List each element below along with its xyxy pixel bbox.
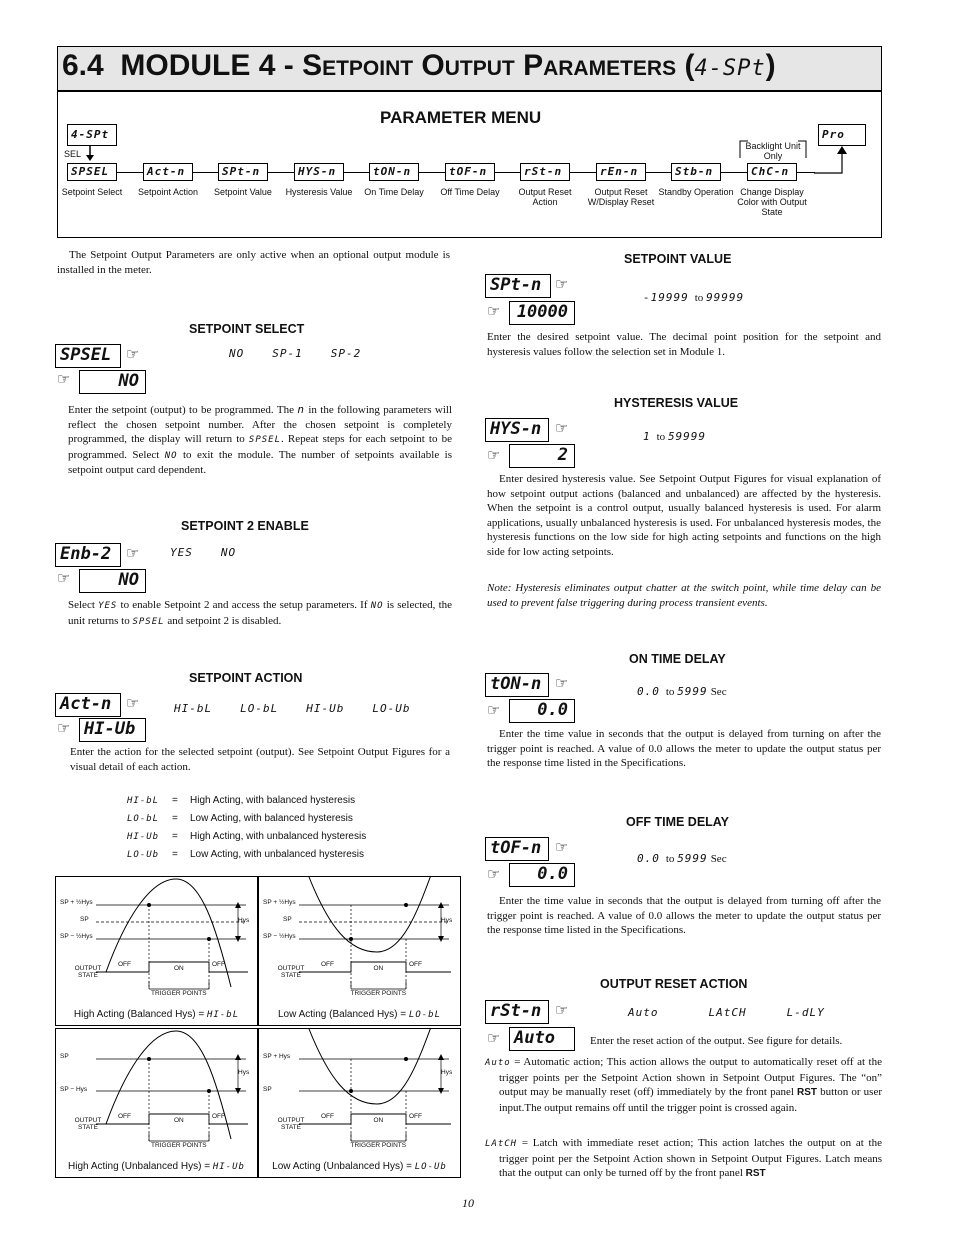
menu-item-box: SPSEL xyxy=(67,163,117,181)
figure-off-label: OFF xyxy=(409,1113,422,1120)
sel-label: SEL xyxy=(64,149,82,159)
output-reset-display-bottom: Auto xyxy=(509,1027,575,1051)
pointer-hand-icon: ☞ xyxy=(487,701,501,719)
setpoint2-enable-display-top: Enb-2 xyxy=(55,543,121,567)
setpoint-select-heading: SETPOINT SELECT xyxy=(189,322,305,336)
auto-reset-description: Auto = Automatic action; This action allows the output to automatically reset off at the trigger points per the Setpoint Action shown in Setpoint Output Figures. The “on” output may be manually reset (off) immediately by the front panel RST button or user input.The output remains off until the trigger point is crossed again. xyxy=(485,1056,882,1114)
menu-connector xyxy=(495,172,520,173)
menu-item-box: SPt-n xyxy=(218,163,268,181)
on-time-delay-heading: ON TIME DELAY xyxy=(629,652,726,666)
setpoint-figure xyxy=(55,1028,258,1178)
figure-on-label: ON xyxy=(373,965,384,972)
pointer-hand-icon: ☞ xyxy=(126,345,140,363)
setpoint-figure-graph xyxy=(56,1029,257,1177)
backlight-bracket-icon xyxy=(738,138,808,162)
hysteresis-value-text: Enter desired hysteresis value. See Setpoint Output Figures for visual explanation of how setpoint output actions (balanced and unbalanced) are affected by the hysteresis. When the setpoint is a control output, usually balanced hysteresis is used. For alarm applications, usually unbalanced hysteresis is used. For unbalanced hysteresis modes, the hysteresis functions on the low side for high acting setpoints and functions on the high side for low acting setpoints. xyxy=(487,473,881,558)
menu-connector xyxy=(721,172,747,173)
hysteresis-note: Note: Hysteresis eliminates output chatter at the switch point, while time delay can be used to prevent false triggering during process transient events. xyxy=(487,582,881,609)
figure-output-state: OUTPUT STATE xyxy=(277,965,305,979)
pointer-hand-icon: ☞ xyxy=(126,694,140,712)
menu-item-label: Setpoint Value xyxy=(214,187,272,197)
action-table-row: HI-Ub = High Acting, with unbalanced hysteresis xyxy=(127,831,367,842)
setpoint-value-display-top: SPt-n xyxy=(485,274,551,298)
pointer-hand-icon: ☞ xyxy=(57,370,71,388)
menu-connector xyxy=(117,172,143,173)
menu-item-label: Output Reset W/Display Reset xyxy=(587,187,655,207)
off-time-delay-text: Enter the time value in seconds that the output is delayed from turning off after the trigger point is reached. A value of 0.0 allows the meter to update the output status per the response time listed in the Specifications. xyxy=(487,895,881,937)
figure-off-label: OFF xyxy=(409,961,422,968)
pointer-hand-icon: ☞ xyxy=(57,569,71,587)
hysteresis-value-display-top: HYS-n xyxy=(485,418,549,442)
setpoint2-enable-text: Select YES to enable Setpoint 2 and access the setup parameters. If NO is selected, the unit returns to SPSEL and setpoint 2 is disabled. xyxy=(68,599,453,627)
setpoint-value-heading: SETPOINT VALUE xyxy=(624,252,732,266)
setpoint2-enable-heading: SETPOINT 2 ENABLE xyxy=(181,519,309,533)
figure-output-state: OUTPUT STATE xyxy=(74,965,102,979)
figure-off-label: OFF xyxy=(321,961,334,968)
figure-off-label: OFF xyxy=(212,1113,225,1120)
figure-hys-label: Hys xyxy=(441,1069,453,1076)
setpoint-action-heading: SETPOINT ACTION xyxy=(189,671,303,685)
on-time-delay-text: Enter the time value in seconds that the output is delayed from turning on after the trigger point is reached. A value of 0.0 allows the meter to update the output status per the response time listed in the Specifications. xyxy=(487,728,881,770)
figure-caption: High Acting (Balanced Hys) = HI-bL xyxy=(73,1009,240,1020)
menu-item-label: Standby Operation xyxy=(658,187,734,197)
setpoint-select-display-top: SPSEL xyxy=(55,344,121,368)
figure-caption: High Acting (Unbalanced Hys) = HI-Ub xyxy=(68,1161,245,1172)
figure-label-mid: SP xyxy=(80,916,89,923)
menu-item-label: On Time Delay xyxy=(364,187,424,197)
setpoint2-enable-options: YES NO xyxy=(170,546,237,559)
menu-item-label: Output Reset Action xyxy=(518,187,572,207)
action-table-row: HI-bL = High Acting, with balanced hysteresis xyxy=(127,795,356,806)
off-time-delay-range: 0.0 to 5999 Sec xyxy=(637,852,727,865)
setpoint-value-range: -19999 to 99999 xyxy=(643,291,745,304)
figure-on-label: ON xyxy=(373,1117,384,1124)
figure-hys-label: Hys xyxy=(441,917,453,924)
setpoint-select-options: NO SP-1 SP-2 xyxy=(229,347,362,360)
figure-label-bottom: SP − Hys xyxy=(60,1086,88,1093)
setpoint-figure xyxy=(258,876,461,1026)
setpoint-select-display-bottom: NO xyxy=(79,370,146,394)
pointer-hand-icon: ☞ xyxy=(487,865,501,883)
figure-output-state: OUTPUT STATE xyxy=(277,1117,305,1131)
hysteresis-value-display-bottom: 2 xyxy=(509,444,575,468)
latch-reset-description: LAtCH = Latch with immediate reset action; This action latches the output on at the trigger point per the Setpoint Action shown in Setpoint Output Figures. Latch means that the output can only be turned off by the front panel RST xyxy=(485,1137,882,1180)
menu-item-label: Off Time Delay xyxy=(440,187,500,197)
figure-off-label: OFF xyxy=(118,1113,131,1120)
hysteresis-value-heading: HYSTERESIS VALUE xyxy=(614,396,739,410)
figure-trigger-label: TRIGGER POINTS xyxy=(151,1142,207,1149)
setpoint-figure xyxy=(55,876,258,1026)
setpoint-select-text: Enter the setpoint (output) to be programmed. The n in the following parameters will reflect the chosen setpoint number. After the chosen setpoint is completely programmed, the display will return to SPSEL. Repeat steps for each setpoint to be programmed. Select NO to exit the module. The number of setpoints available is setpoint output card dependent. xyxy=(68,403,453,477)
figure-caption: Low Acting (Balanced Hys) = LO-bL xyxy=(278,1009,441,1020)
menu-connector xyxy=(193,172,218,173)
figure-trigger-label: TRIGGER POINTS xyxy=(350,990,407,997)
setpoint-figure-graph xyxy=(259,1029,460,1177)
on-time-delay-display-bottom: 0.0 xyxy=(509,699,575,723)
on-time-delay-range: 0.0 to 5999 Sec xyxy=(637,685,727,698)
pointer-hand-icon: ☞ xyxy=(487,1029,501,1047)
figure-hys-label: Hys xyxy=(238,917,250,924)
menu-item-label: Setpoint Select xyxy=(61,187,123,197)
output-reset-heading: OUTPUT RESET ACTION xyxy=(600,977,748,991)
menu-item-box: tON-n xyxy=(369,163,419,181)
menu-item-label: Hysteresis Value xyxy=(285,187,353,197)
figure-on-label: ON xyxy=(174,965,184,972)
off-time-delay-display-bottom: 0.0 xyxy=(509,863,575,887)
menu-connector xyxy=(419,172,445,173)
menu-item-label: Setpoint Action xyxy=(137,187,199,197)
pointer-hand-icon: ☞ xyxy=(555,1001,569,1019)
figure-label-top: SP xyxy=(60,1053,69,1060)
section-title-bar xyxy=(57,46,882,91)
menu-start-box: 4-SPt xyxy=(67,124,117,146)
pointer-hand-icon: ☞ xyxy=(126,544,140,562)
menu-item-box: Stb-n xyxy=(671,163,721,181)
setpoint-value-display-bottom: 10000 xyxy=(509,301,575,325)
action-table-row: LO-bL = Low Acting, with balanced hysteresis xyxy=(127,813,353,824)
on-time-delay-display-top: tON-n xyxy=(485,673,549,697)
output-reset-options: Auto LAtCH L-dLY xyxy=(628,1006,825,1019)
figure-off-label: OFF xyxy=(321,1113,334,1120)
menu-item-box: HYS-n xyxy=(294,163,344,181)
figure-trigger-label: TRIGGER POINTS xyxy=(350,1142,407,1149)
pointer-hand-icon: ☞ xyxy=(487,446,501,464)
pointer-hand-icon: ☞ xyxy=(555,419,569,437)
return-arrow-icon xyxy=(800,144,850,184)
figure-label-top: SP + ½Hys xyxy=(60,899,93,906)
parameter-menu-title: PARAMETER MENU xyxy=(380,108,542,127)
pointer-hand-icon: ☞ xyxy=(555,674,569,692)
pointer-hand-icon: ☞ xyxy=(555,838,569,856)
figure-label-mid: SP xyxy=(283,916,292,923)
menu-item-label: Change Display Color with Output State xyxy=(737,187,807,217)
figure-label-top: SP + Hys xyxy=(263,1053,291,1060)
menu-connector xyxy=(570,172,596,173)
figure-label-bottom: SP − ½Hys xyxy=(60,933,93,940)
figure-label-bottom: SP − ½Hys xyxy=(263,933,296,940)
hysteresis-value-range: 1 to 59999 xyxy=(643,430,707,443)
intro-paragraph: The Setpoint Output Parameters are only active when an optional output module is installed in the meter. xyxy=(57,249,450,276)
module-code: 4-SPt xyxy=(694,56,766,81)
setpoint2-enable-display-bottom: NO xyxy=(79,569,146,593)
figure-caption: Low Acting (Unbalanced Hys) = LO-Ub xyxy=(272,1161,447,1172)
menu-end-box: Pro xyxy=(818,124,866,146)
figure-on-label: ON xyxy=(174,1117,184,1124)
figure-hys-label: Hys xyxy=(238,1069,250,1076)
pointer-hand-icon: ☞ xyxy=(57,719,71,737)
figure-label-bottom: SP xyxy=(263,1086,272,1093)
setpoint-action-table xyxy=(127,792,366,864)
output-reset-display-top: rSt-n xyxy=(485,1000,549,1024)
menu-item-box: rSt-n xyxy=(520,163,570,181)
figure-output-state: OUTPUT STATE xyxy=(74,1117,102,1131)
pointer-hand-icon: ☞ xyxy=(487,302,501,320)
setpoint-value-text: Enter the desired setpoint value. The decimal point position for the setpoint and hysteresis values follow the selection set in Module 1. xyxy=(487,331,881,358)
pointer-hand-icon: ☞ xyxy=(555,275,569,293)
setpoint-figure xyxy=(258,1028,461,1178)
figure-label-top: SP + ½Hys xyxy=(263,899,296,906)
sel-arrow-icon xyxy=(84,146,96,162)
output-reset-intro: Enter the reset action of the output. See figure for details. xyxy=(590,1035,843,1047)
setpoint-action-text: Enter the action for the selected setpoint (output). See Setpoint Output Figures for a visual detail of each action. xyxy=(70,746,450,773)
action-table-row: LO-Ub = Low Acting, with unbalanced hysteresis xyxy=(127,849,364,860)
menu-connector xyxy=(344,172,369,173)
menu-item-box: rEn-n xyxy=(596,163,646,181)
figure-off-label: OFF xyxy=(118,961,131,968)
section-title: 6.4 MODULE 4 - Setpoint Output Parameters (4-SPt) xyxy=(62,49,776,82)
setpoint-action-options: HI-bL LO-bL HI-Ub LO-Ub xyxy=(174,702,411,715)
menu-item-box: ChC-n xyxy=(747,163,797,181)
off-time-delay-heading: OFF TIME DELAY xyxy=(626,815,730,829)
menu-connector xyxy=(268,172,294,173)
off-time-delay-display-top: tOF-n xyxy=(485,837,549,861)
backlight-note: Backlight Unit Only xyxy=(745,141,801,161)
setpoint-action-display-bottom: HI-Ub xyxy=(79,718,146,742)
figure-trigger-label: TRIGGER POINTS xyxy=(151,990,207,997)
menu-item-box: tOF-n xyxy=(445,163,495,181)
page-number: 10 xyxy=(462,1196,474,1210)
setpoint-action-display-top: Act-n xyxy=(55,693,121,717)
figure-off-label: OFF xyxy=(212,961,225,968)
menu-item-box: Act-n xyxy=(143,163,193,181)
menu-connector xyxy=(646,172,671,173)
